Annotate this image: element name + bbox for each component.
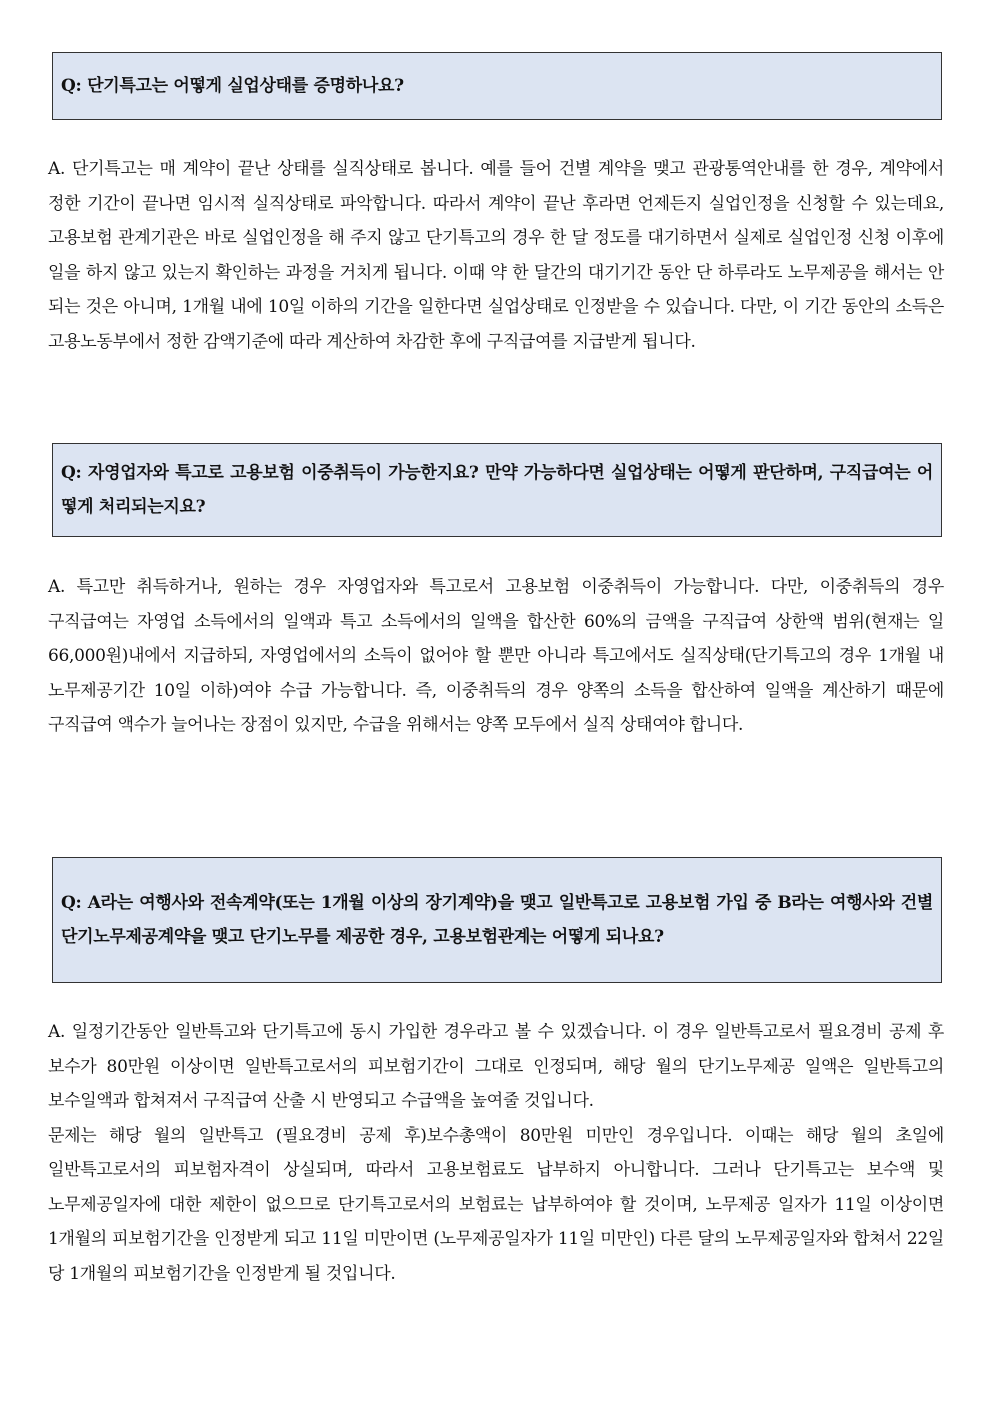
answer-2-paragraph-1: A. 특고만 취득하거나, 원하는 경우 자영업자와 특고로서 고용보험 이중취득이 가능합니다. 다만, 이중취득의 경우 구직급여는 자영업 소득에서의 일액과 특고 소득에서의 일액을 합산한 60%의 금액을 구직급여 상한액 범위(현재는 일 66,000원)내에서 지급하되, 자영업에서의 소득이 없어야 할 뿐만 아니라 특고에서도 실직상태(단기특고의 경우 1개월 내 노무제공기간 10일 이하)여야 수급 가능합니다. 즉, 이중취득의 경우 양쪽의 소득을 합산하여 일액을 계산하기 때문에 구직급여 액수가 늘어나는 장점이 있지만, 수급을 위해서는 양쪽 모두에서 실직 상태여야 합니다. (48, 577, 944, 735)
answer-3-paragraph-1: A. 일정기간동안 일반특고와 단기특고에 동시 가입한 경우라고 볼 수 있겠습니다. 이 경우 일반특고로서 필요경비 공제 후 보수가 80만원 이상이면 일반특고로서의 피보험기간이 그대로 인정되며, 해당 월의 단기노무제공 일액은 일반특고의 보수일액과 합쳐져서 구직급여 산출 시 반영되고 수급액을 높여줄 것입니다. (48, 1022, 944, 1111)
question-2-text: Q: 자영업자와 특고로 고용보험 이중취득이 가능한지요? 만약 가능하다면 실업상태는 어떻게 판단하며, 구직급여는 어떻게 처리되는지요? (61, 463, 933, 517)
question-box-3 (52, 857, 942, 983)
answer-3 (48, 1015, 944, 1291)
question-3-text: Q: A라는 여행사와 전속계약(또는 1개월 이상의 장기계약)을 맺고 일반특고로 고용보험 가입 중 B라는 여행사와 건별 단기노무제공계약을 맺고 단기노무를 제공한 경우, 고용보험관계는 어떻게 되나요? (61, 893, 933, 947)
question-box-2 (52, 443, 942, 537)
answer-2 (48, 570, 944, 743)
question-1-text: Q: 단기특고는 어떻게 실업상태를 증명하나요? (61, 76, 404, 96)
answer-1-paragraph-1: A. 단기특고는 매 계약이 끝난 상태를 실직상태로 봅니다. 예를 들어 건별 계약을 맺고 관광통역안내를 한 경우, 계약에서 정한 기간이 끝나면 임시적 실직상태로 파악합니다. 따라서 계약이 끝난 후라면 언제든지 실업인정을 신청할 수 있는데요, 고용보험 관계기관은 바로 실업인정을 해 주지 않고 단기특고의 경우 한 달 정도를 대기하면서 실제로 실업인정 신청 이후에 일을 하지 않고 있는지 확인하는 과정을 거치게 됩니다. 이때 약 한 달간의 대기기간 동안 단 하루라도 노무제공을 해서는 안 되는 것은 아니며, 1개월 내에 10일 이하의 기간을 일한다면 실업상태로 인정받을 수 있습니다. 다만, 이 기간 동안의 소득은 고용노동부에서 정한 감액기준에 따라 계산하여 차감한 후에 구직급여를 지급받게 됩니다. (48, 159, 944, 352)
answer-1 (48, 152, 944, 359)
answer-3-paragraph-2: 문제는 해당 월의 일반특고 (필요경비 공제 후)보수총액이 80만원 미만인 경우입니다. 이때는 해당 월의 초일에 일반특고로서의 피보험자격이 상실되며, 따라서 고용보험료도 납부하지 아니합니다. 그러나 단기특고는 보수액 및 노무제공일자에 대한 제한이 없으므로 단기특고로서의 보험료는 납부하여야 할 것이며, 노무제공 일자가 11일 이상이면 1개월의 피보험기간을 인정받게 되고 11일 미만이면 (노무제공일자가 11일 미만인) 다른 달의 노무제공일자와 합쳐서 22일 당 1개월의 피보험기간을 인정받게 될 것입니다. (48, 1125, 944, 1284)
question-box-1 (52, 52, 942, 120)
